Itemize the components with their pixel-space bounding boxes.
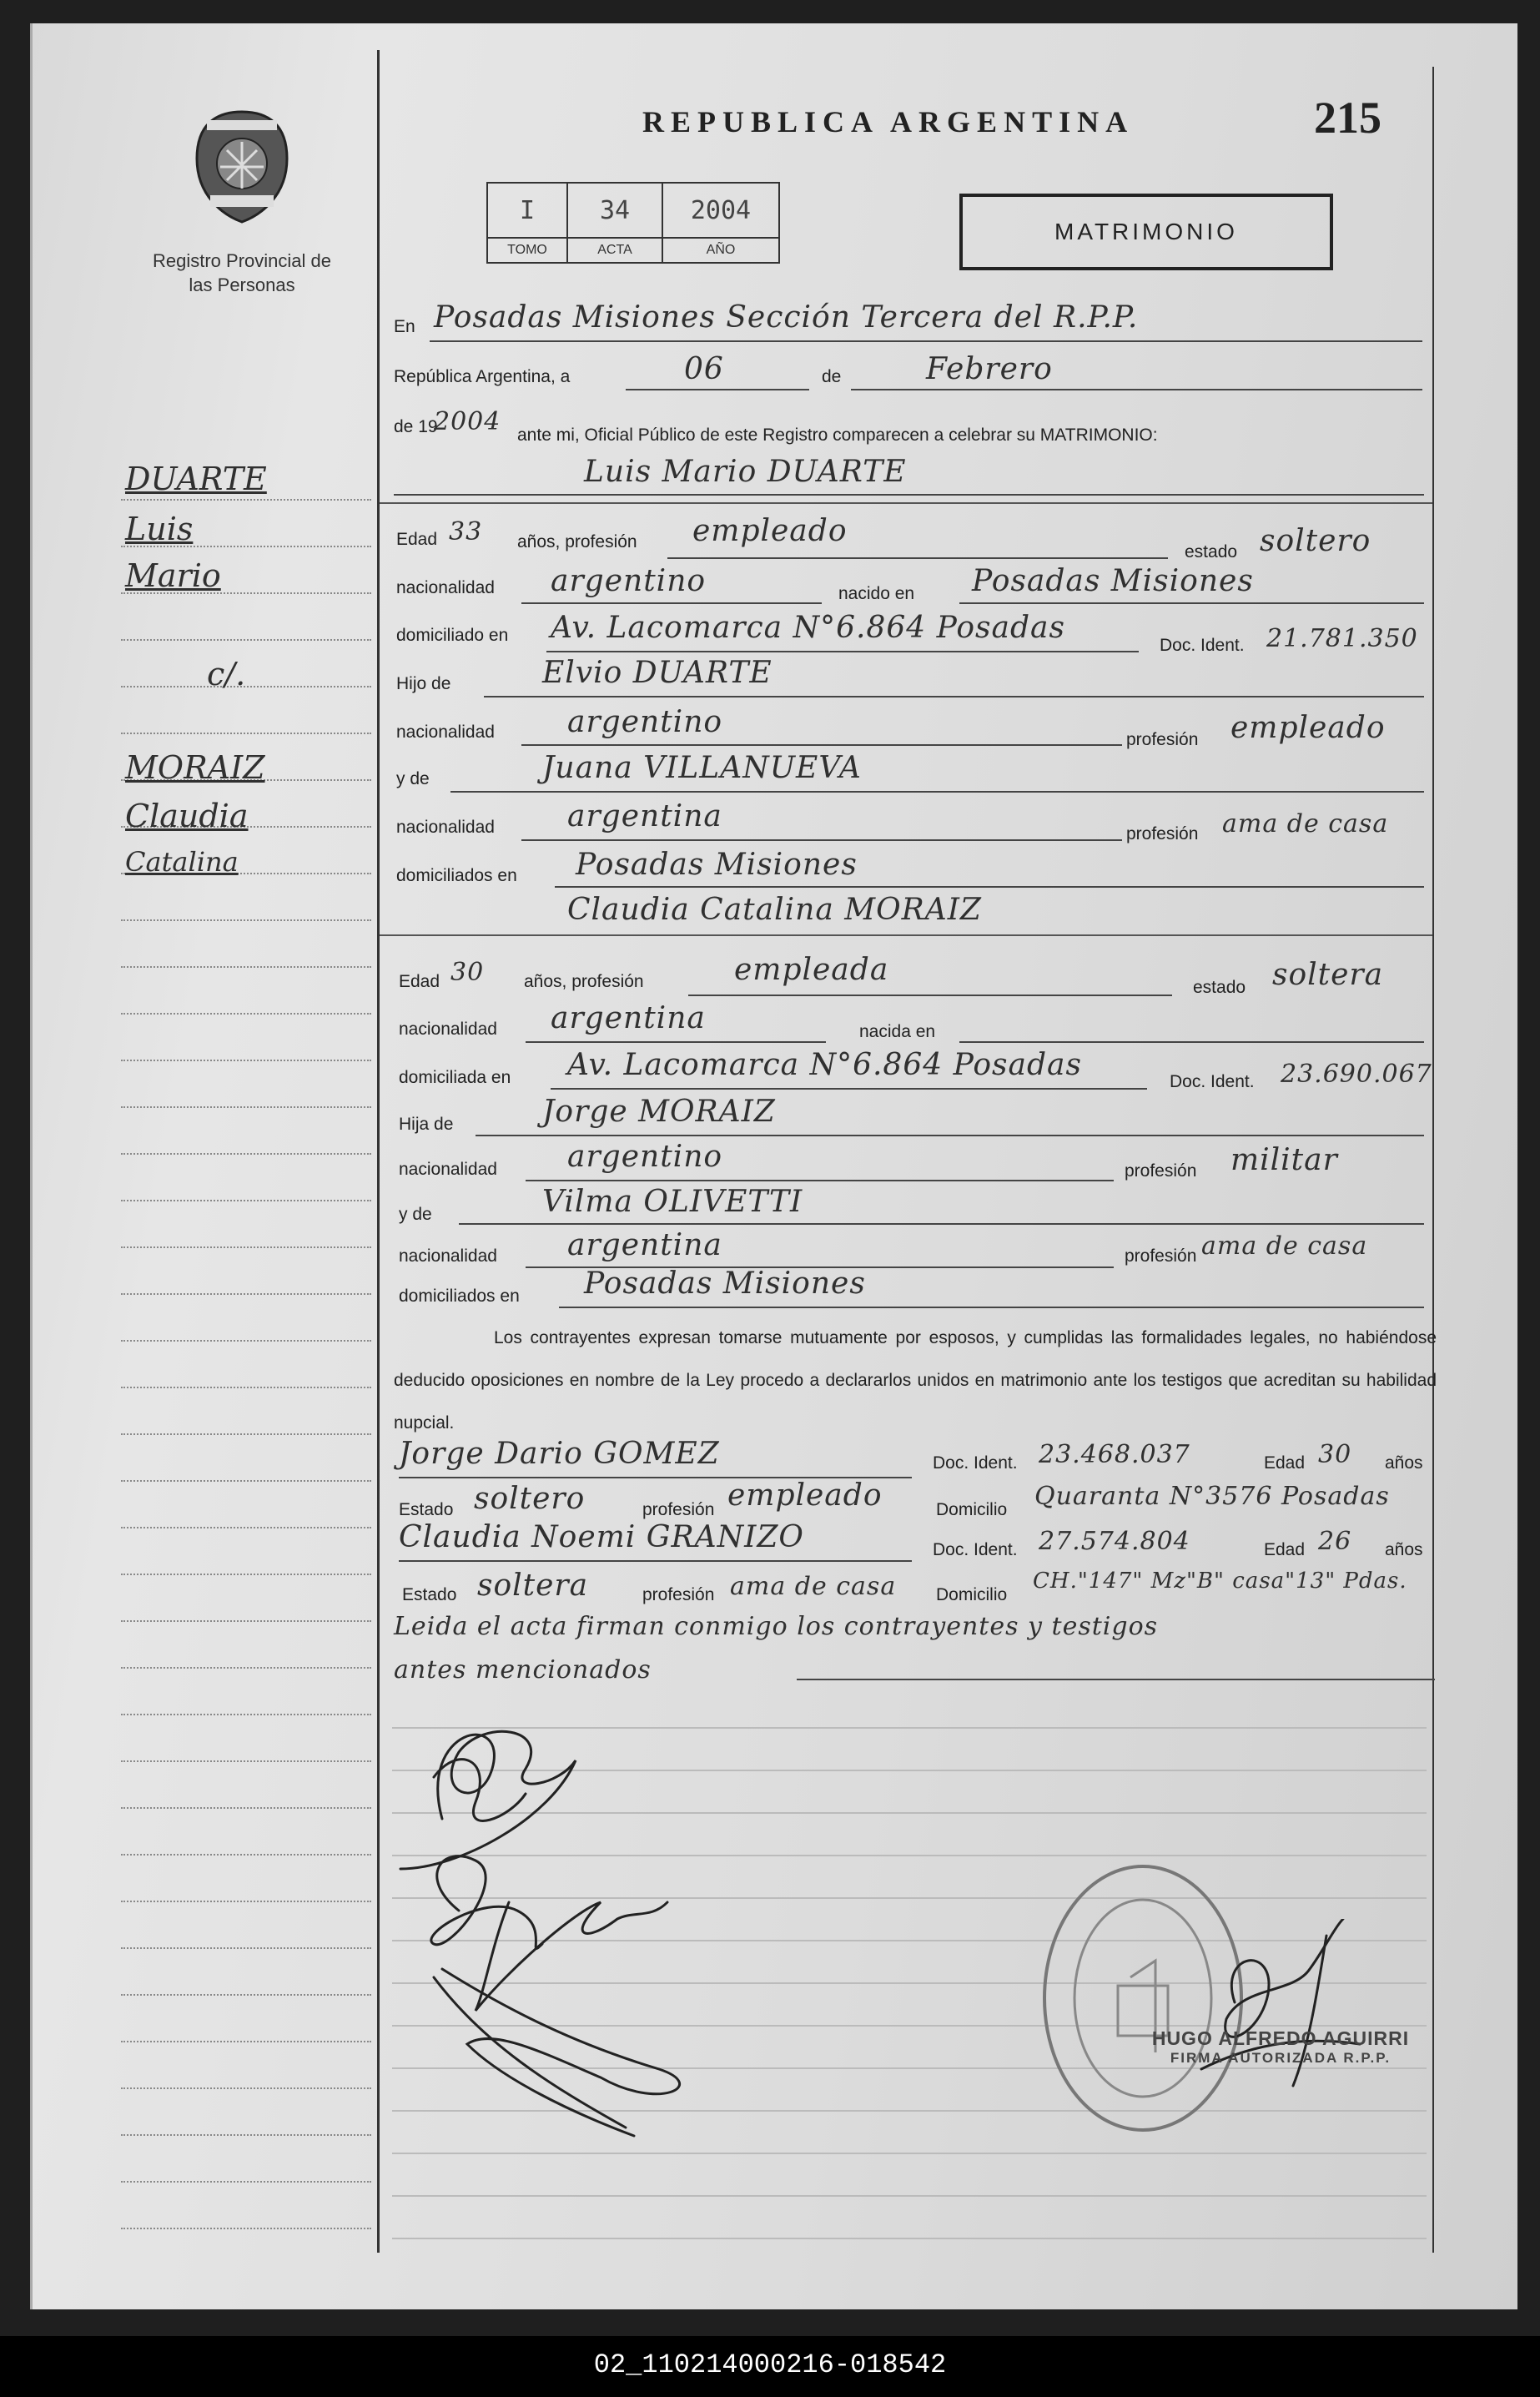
witness1-estado-label: Estado xyxy=(399,1500,454,1519)
groom-parents-address: Posadas Misiones xyxy=(576,848,858,882)
de-label: de xyxy=(822,367,842,386)
ruled-line xyxy=(121,1620,371,1623)
ruled-line xyxy=(121,2134,371,2137)
bride-name: Claudia Catalina MORAIZ xyxy=(567,893,982,927)
ruled-line xyxy=(121,1013,371,1015)
bride-civil-status: soltera xyxy=(1272,958,1384,992)
witness2-anios-label: años xyxy=(1385,1540,1423,1559)
bride-address: Av. Lacomarca N°6.864 Posadas xyxy=(567,1048,1082,1082)
acta-value: 34 xyxy=(567,183,662,238)
bride-father-nat-line xyxy=(526,1180,1114,1181)
bride-father-line xyxy=(476,1135,1424,1136)
closing-line-underline xyxy=(797,1679,1435,1680)
witness1-anios-label: años xyxy=(1385,1453,1423,1473)
registry-label: Registro Provincial de las Personas xyxy=(153,250,331,295)
bride-nacida-label: nacida en xyxy=(859,1022,936,1041)
ruled-line xyxy=(121,1807,371,1810)
bride-birthplace-line xyxy=(959,1041,1424,1043)
acta-label: ACTA xyxy=(567,238,662,263)
day-value: 06 xyxy=(684,352,724,386)
ruled-line xyxy=(121,1901,371,1903)
groom-hijo-label: Hijo de xyxy=(396,674,451,693)
ruled-line xyxy=(121,1293,371,1296)
groom-dom-label: domiciliado en xyxy=(396,626,509,645)
witness1-prof-label: profesión xyxy=(642,1500,715,1519)
ruled-line xyxy=(121,1667,371,1669)
groom-mother-line xyxy=(450,791,1424,793)
groom-profession-line xyxy=(667,557,1168,559)
ruled-line xyxy=(121,1340,371,1342)
bride-dom-label: domiciliada en xyxy=(399,1068,511,1087)
groom-father-nat-line xyxy=(521,744,1122,746)
witness2-estado-label: Estado xyxy=(402,1585,457,1604)
groom-anios-label: años, profesión xyxy=(517,532,637,551)
bride-mother-prof-label: profesión xyxy=(1125,1246,1197,1266)
bride-doc-label: Doc. Ident. xyxy=(1170,1072,1255,1091)
anio-label: AÑO xyxy=(662,238,779,263)
margin-note-first-name: Luis xyxy=(125,511,194,547)
declaration-text: Los contrayentes expresan tomarse mutuamente por esposos, y cumplidas las formalidades legales, no habiéndose deducido oposiciones en nombre de la Ley procedo a declararlos unidos en matrimonio ante los testigos que acreditan su habilidad nupcial. xyxy=(394,1328,1437,1433)
official-block xyxy=(1139,2027,1422,2067)
groom-doc: 21.781.350 xyxy=(1266,624,1418,653)
bride-estado-label: estado xyxy=(1193,978,1246,997)
ruled-line xyxy=(121,1947,371,1950)
groom-birthplace-line xyxy=(959,602,1424,604)
right-border xyxy=(1432,67,1434,2253)
footer-image-id: 02_110214000216-018542 xyxy=(593,2349,947,2380)
margin-note-conjunction: c/. xyxy=(207,656,246,692)
provincial-crest-icon xyxy=(190,108,294,225)
folio-number: 215 xyxy=(1314,93,1381,143)
official-signature xyxy=(1168,1919,1368,2094)
bride-age: 30 xyxy=(450,958,485,987)
groom-address-line xyxy=(546,651,1139,652)
place-line xyxy=(430,340,1422,342)
bride-edad-label: Edad xyxy=(399,972,440,991)
republica-label: República Argentina, a xyxy=(394,367,571,386)
witness1-address: Quaranta N°3576 Posadas xyxy=(1034,1482,1390,1511)
bride-parents-dom-label: domiciliados en xyxy=(399,1287,520,1306)
year-prefix-label: de 19 xyxy=(394,417,438,436)
margin-note-middle-name: Mario xyxy=(125,557,221,594)
witness2-edad-label: Edad xyxy=(1264,1540,1306,1559)
witness2-doc-label: Doc. Ident. xyxy=(933,1540,1018,1559)
groom-profession: empleado xyxy=(692,514,848,548)
ruled-line xyxy=(121,1480,371,1483)
witness1-profession: empleado xyxy=(727,1478,883,1513)
groom-nat-label: nacionalidad xyxy=(396,578,495,597)
bride-father-nat-label: nacionalidad xyxy=(399,1160,497,1179)
groom-nationality-line xyxy=(521,602,822,604)
witness2-doc: 27.574.804 xyxy=(1039,1527,1190,1556)
bride-father-prof-label: profesión xyxy=(1125,1161,1197,1181)
groom-edad-label: Edad xyxy=(396,530,438,549)
bride-nat-label: nacionalidad xyxy=(399,1020,497,1039)
groom-section-top xyxy=(380,502,1432,504)
witness1-doc-label: Doc. Ident. xyxy=(933,1453,1018,1473)
bride-mother-profession: ama de casa xyxy=(1201,1231,1368,1261)
groom-yde-label: y de xyxy=(396,769,430,788)
groom-father-line xyxy=(484,696,1424,697)
ruled-line xyxy=(121,639,371,642)
witness1-name: Jorge Dario GOMEZ xyxy=(399,1437,720,1471)
ruled-line xyxy=(121,499,371,501)
ruled-line xyxy=(392,2238,1427,2240)
groom-father-nationality: argentino xyxy=(567,705,723,739)
margin-note-bride-first-name: Claudia xyxy=(125,798,249,834)
bride-anios-label: años, profesión xyxy=(524,972,644,991)
country-title: REPUBLICA ARGENTINA xyxy=(642,105,1135,138)
ruled-line xyxy=(121,1760,371,1763)
groom-mother-profession: ama de casa xyxy=(1222,809,1389,838)
groom-estado-label: estado xyxy=(1185,542,1238,561)
ruled-line xyxy=(121,2228,371,2230)
margin-note-bride-middle-name: Catalina xyxy=(125,846,239,878)
ruled-line xyxy=(121,1246,371,1249)
ruled-line xyxy=(121,1854,371,1856)
ruled-line xyxy=(121,1060,371,1062)
bride-hija-label: Hija de xyxy=(399,1115,454,1134)
margin-note-surname: DUARTE xyxy=(125,461,267,497)
witness2-name-line xyxy=(399,1560,912,1562)
day-line xyxy=(626,389,809,390)
ruled-line xyxy=(121,1106,371,1109)
official-name: HUGO ALFREDO AGUIRRI xyxy=(1151,2027,1410,2049)
bride-profession: empleada xyxy=(734,953,889,987)
signatures-drawing xyxy=(384,1694,767,2161)
witness1-age: 30 xyxy=(1318,1440,1352,1469)
bride-parents-line xyxy=(559,1307,1424,1308)
groom-name-line xyxy=(394,494,1424,496)
ruled-line xyxy=(121,1153,371,1156)
groom-civil-status: soltero xyxy=(1260,524,1371,558)
tomo-label: TOMO xyxy=(487,238,567,263)
ruled-line xyxy=(121,733,371,735)
bride-mother: Vilma OLIVETTI xyxy=(542,1185,803,1219)
groom-age: 33 xyxy=(449,517,483,546)
year-written-value: 2004 xyxy=(434,407,501,436)
month-value: Febrero xyxy=(926,352,1053,386)
ruled-line xyxy=(121,2041,371,2043)
bride-doc: 23.690.067 xyxy=(1281,1060,1432,1089)
bride-profession-line xyxy=(688,995,1172,996)
statement-text: ante mi, Oficial Público de este Registro comparecen a celebrar su MATRIMONIO: xyxy=(517,426,1158,445)
witness2-prof-label: profesión xyxy=(642,1585,715,1604)
groom-father-nat-label: nacionalidad xyxy=(396,723,495,742)
witness1-civil-status: soltero xyxy=(474,1482,586,1516)
ruled-line xyxy=(121,966,371,969)
ruled-line xyxy=(121,1433,371,1436)
ruled-line xyxy=(121,1714,371,1716)
place-value: Posadas Misiones Sección Tercera del R.P.P. xyxy=(434,300,1139,335)
groom-father-prof-label: profesión xyxy=(1126,730,1199,749)
bride-parents-address: Posadas Misiones xyxy=(584,1266,866,1301)
ruled-line xyxy=(121,1574,371,1576)
ruled-line xyxy=(121,1527,371,1529)
groom-mother-nat-label: nacionalidad xyxy=(396,818,495,837)
groom-parents-dom-label: domiciliados en xyxy=(396,866,517,885)
groom-parents-line xyxy=(555,886,1424,888)
witness1-doc: 23.468.037 xyxy=(1039,1440,1190,1469)
bride-mother-nationality: argentina xyxy=(567,1228,722,1262)
ruled-line xyxy=(121,1387,371,1389)
official-role: FIRMA AUTORIZADA R.P.P. xyxy=(1170,2050,1392,2066)
ruled-line xyxy=(121,1994,371,1997)
margin-divider xyxy=(377,50,380,2253)
ruled-line xyxy=(392,2195,1427,2198)
groom-birthplace: Posadas Misiones xyxy=(972,564,1254,598)
groom-father-profession: empleado xyxy=(1230,711,1386,745)
bride-nationality: argentina xyxy=(551,1001,706,1035)
groom-address: Av. Lacomarca N°6.864 Posadas xyxy=(551,611,1065,645)
groom-mother-nationality: argentina xyxy=(567,799,722,833)
witness2-address: CH."147" Mz"B" casa"13" Pdas. xyxy=(1033,1569,1407,1594)
ruled-line xyxy=(121,2087,371,2090)
ruled-line xyxy=(121,919,371,922)
groom-nationality: argentino xyxy=(551,564,707,598)
tomo-value: I xyxy=(487,183,567,238)
bride-mother-line xyxy=(459,1223,1424,1225)
witness1-dom-label: Domicilio xyxy=(936,1500,1008,1519)
bride-father-nationality: argentino xyxy=(567,1140,723,1174)
groom-mother-nat-line xyxy=(521,839,1122,841)
en-label: En xyxy=(394,317,415,336)
bride-section-top xyxy=(380,934,1432,936)
document-type-box: MATRIMONIO xyxy=(959,194,1333,270)
reference-table xyxy=(486,182,780,264)
bride-address-line xyxy=(551,1088,1147,1090)
groom-father: Elvio DUARTE xyxy=(542,656,773,690)
bride-nationality-line xyxy=(526,1041,826,1043)
ruled-line xyxy=(121,2181,371,2183)
groom-mother: Juana VILLANUEVA xyxy=(542,751,862,785)
closing-line-2: antes mencionados xyxy=(394,1655,652,1684)
ruled-line xyxy=(121,1200,371,1202)
groom-name: Luis Mario DUARTE xyxy=(584,455,907,489)
witness2-civil-status: soltera xyxy=(477,1569,589,1603)
witness2-profession: ama de casa xyxy=(730,1572,897,1601)
witness2-dom-label: Domicilio xyxy=(936,1585,1008,1604)
witness2-age: 26 xyxy=(1318,1527,1352,1556)
bride-father-profession: militar xyxy=(1230,1143,1338,1177)
margin-note-bride-surname: MORAIZ xyxy=(125,749,265,786)
bride-yde-label: y de xyxy=(399,1205,432,1224)
witness1-edad-label: Edad xyxy=(1264,1453,1306,1473)
anio-value: 2004 xyxy=(662,183,779,238)
closing-line-1: Leida el acta firman conmigo los contrayentes y testigos xyxy=(394,1612,1159,1641)
groom-mother-prof-label: profesión xyxy=(1126,824,1199,843)
month-line xyxy=(851,389,1422,390)
bride-father: Jorge MORAIZ xyxy=(542,1095,776,1129)
groom-nacido-label: nacido en xyxy=(838,584,915,603)
witness2-name: Claudia Noemi GRANIZO xyxy=(399,1520,804,1554)
groom-doc-label: Doc. Ident. xyxy=(1160,636,1245,655)
ruled-line xyxy=(121,686,371,688)
bride-mother-nat-label: nacionalidad xyxy=(399,1246,497,1266)
